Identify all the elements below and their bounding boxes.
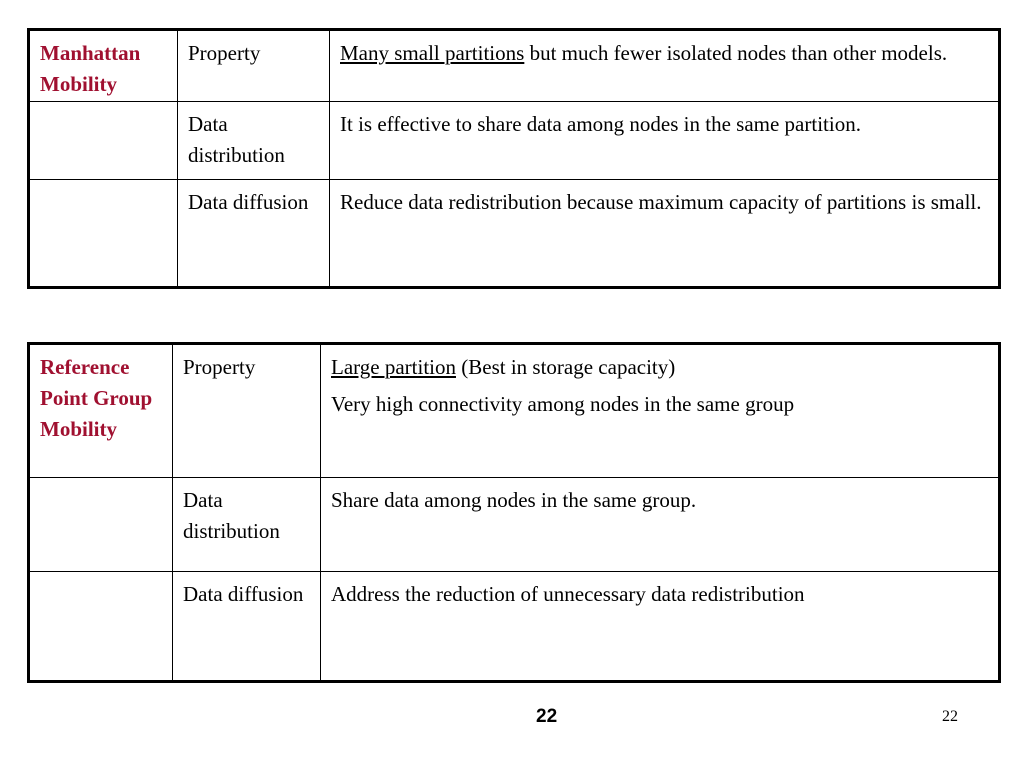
page-number-center: 22 xyxy=(536,706,558,727)
row-label: Property xyxy=(178,30,330,102)
empty-cell xyxy=(29,478,173,572)
empty-cell xyxy=(29,572,173,682)
table-row xyxy=(29,180,1000,288)
table-row xyxy=(29,478,1000,572)
table-row xyxy=(29,102,1000,180)
row-value: Share data among nodes in the same group. xyxy=(321,478,1000,572)
row-value: Reduce data redistribution because maximum capacity of partitions is small. xyxy=(330,180,1000,288)
empty-cell xyxy=(29,180,178,288)
row-value xyxy=(330,30,1000,102)
row-value-rest: (Best in storage capacity) xyxy=(456,355,676,379)
model-label: Reference Point Group Mobility xyxy=(29,344,173,478)
table-row xyxy=(29,572,1000,682)
underlined-term: Large partition xyxy=(331,355,456,379)
row-label: Data distribution xyxy=(173,478,321,572)
table-row xyxy=(29,30,1000,102)
row-label: Data diffusion xyxy=(178,180,330,288)
page-number-right: 22 xyxy=(942,708,958,725)
reference-point-group-mobility-table xyxy=(27,342,1001,683)
row-label: Data diffusion xyxy=(173,572,321,682)
empty-cell xyxy=(29,102,178,180)
row-value xyxy=(321,344,1000,478)
row-label: Property xyxy=(173,344,321,478)
manhattan-mobility-table xyxy=(27,28,1001,289)
table-row xyxy=(29,344,1000,478)
model-label: Manhattan Mobility xyxy=(29,30,178,102)
underlined-term: Many small partitions xyxy=(340,41,525,65)
row-value-line2: Very high connectivity among nodes in the same group xyxy=(331,392,795,416)
row-label: Data distribution xyxy=(178,102,330,180)
row-value: Address the reduction of unnecessary data redistribution xyxy=(321,572,1000,682)
row-value: It is effective to share data among nodes in the same partition. xyxy=(330,102,1000,180)
row-value-rest: but much fewer isolated nodes than other models. xyxy=(524,41,948,65)
